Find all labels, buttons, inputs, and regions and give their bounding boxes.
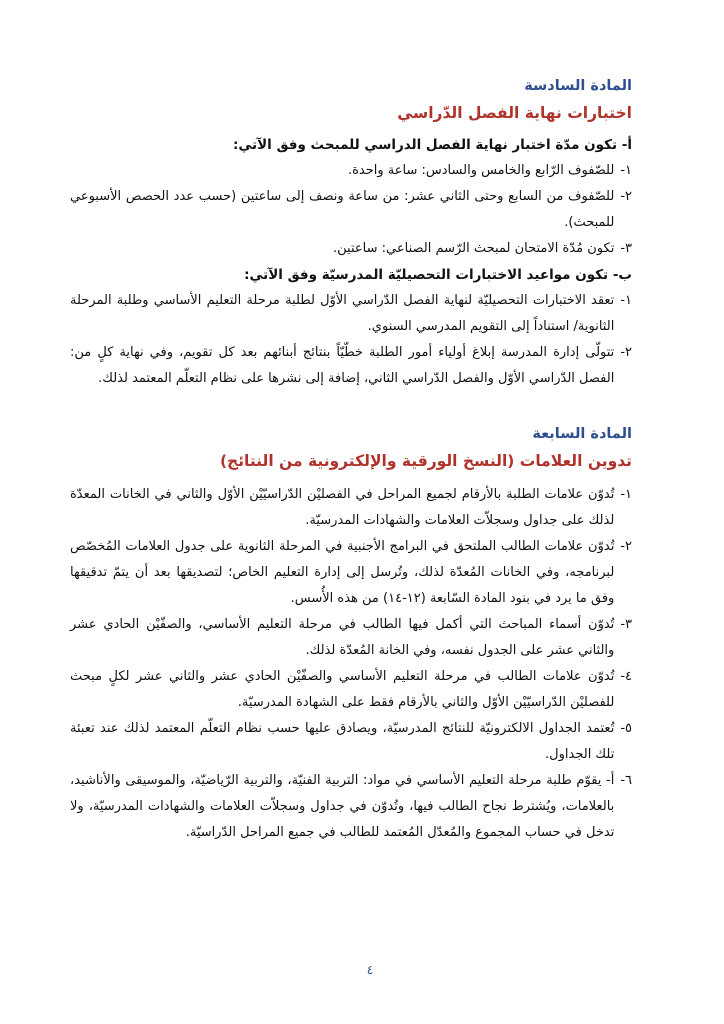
article-6-title: اختبارات نهاية الفصل الدّراسي xyxy=(397,104,632,122)
list-item xyxy=(70,768,632,846)
item-text: تعقد الاختبارات التحصيليّة لنهاية الفصل الدّراسي الأوّل لطلبة مرحلة التعليم الأساسي وطلبة المرحلة الثانوية/ استناداً إلى التقويم المدرسي السنوي. xyxy=(70,293,615,334)
item-text: تُدوّن علامات الطالب في مرحلة التعليم الأساسي والصفّيْن الحادي عشر والثاني عشر لكلٍ مبحث للفصليْن الدّراسيّيْن الأوّل والثاني بالأرقام فقط على الشهادة المدرسيّة. xyxy=(70,669,615,710)
section-b-heading: ب- تكون مواعيد الاختبارات التحصيليّة المدرسيّة وفق الآتي: xyxy=(244,267,632,283)
item-number: ٢- xyxy=(620,539,632,554)
list-item xyxy=(70,184,632,236)
list-item xyxy=(70,340,632,392)
document-page xyxy=(70,78,632,846)
item-number: ٢- xyxy=(620,189,632,204)
item-text: تُدوّن أسماء المباحث التي أكمل فيها الطالب في مرحلة التعليم الأساسي، والصفّيْن الحادي عشر والثاني عشر على الجدول نفسه، وفي الخانة المُعدّة لذلك. xyxy=(70,617,615,658)
item-text: تُدوّن علامات الطلبة بالأرقام لجميع المراحل في الفصليْن الدّراسيّيْن الأوّل والثاني في الخانات المعدّة لذلك على جداول وسجلاّت العلامات والشهادات المدرسيّة. xyxy=(70,487,615,528)
article-7-title: تدوين العلامات (النسخ الورقية والإلكترونية من النتائج) xyxy=(219,452,632,470)
item-text: تكون مُدّة الامتحان لمبحث الرّسم الصناعي: ساعتين. xyxy=(333,241,615,256)
list-item xyxy=(70,158,632,184)
item-number: ١- xyxy=(620,487,632,502)
item-text: تُدوّن علامات الطالب الملتحق في البرامج الأجنبية في المرحلة الثانوية على جدول العلامات المُخصّص لبرنامجه، وفي الخانات المُعدّة لذلك، وتُرسل إلى إدارة التعليم الخاص؛ لتصديقها بعد أن يتمّ تدقيقها وفق ما يرد في بنود المادة السّابعة (١٢-١٤) من هذه الأُسس. xyxy=(70,539,615,606)
item-text: تُعتمد الجداول الالكترونيّة للنتائج المدرسيّة، ويصادق عليها حسب نظام التعلّم المعتمد لذلك عند تعبئة تلك الجداول. xyxy=(70,721,615,762)
page-number: ٤ xyxy=(366,963,374,977)
list-item xyxy=(70,236,632,262)
list-item xyxy=(70,482,632,534)
section-spacer xyxy=(70,392,632,426)
item-number: ٢- xyxy=(620,345,632,360)
list-item xyxy=(70,664,632,716)
article-7-heading: المادة السابعة xyxy=(532,426,632,442)
item-text: تتولّى إدارة المدرسة إبلاغ أولياء أمور الطلبة خطّيّاً بنتائج أبنائهم بعد كل تقويم، وفي نهاية كلٍ من: الفصل الدّراسي الأوّل والفصل الدّراسي الثاني، إضافة إلى نشرها على نظام التعلّم المعتمد لذلك. xyxy=(70,345,615,386)
item-number: ٣- xyxy=(620,617,632,632)
item-number: ١- xyxy=(620,293,632,308)
section-a-heading: أ- تكون مدّة اختبار نهاية الفصل الدراسي للمبحث وفق الآتي: xyxy=(232,137,632,153)
item-text: للصّفوف الرّابع والخامس والسادس: ساعة واحدة. xyxy=(347,163,615,178)
item-number: ١- xyxy=(620,163,632,178)
item-number: ٣- xyxy=(620,241,632,256)
item-number: ٥- xyxy=(620,721,632,736)
list-item xyxy=(70,288,632,340)
item-number: ٦- xyxy=(620,773,632,788)
item-number: ٤- xyxy=(620,669,632,684)
item-text: أ- يقوّم طلبة مرحلة التعليم الأساسي في مواد: التربية الفنيّة، والتربية الرّياضيّة، والموسيقى والأناشيد، بالعلامات، ويُشترط نجاح الطالب فيها، وتُدوّن في جداول وسجلاّت العلامات والشهادات المدرسيّة، ولا تدخل في حساب المجموع والمُعدّل المُعتمد للطالب في جميع المراحل الدّراسيّة. xyxy=(70,773,615,840)
item-text: للصّفوف من السابع وحتى الثاني عشر: من ساعة ونصف إلى ساعتين (حسب عدد الحصص الأسبوعي للمبحث). xyxy=(70,189,615,230)
list-item xyxy=(70,716,632,768)
list-item xyxy=(70,534,632,612)
article-6-heading: المادة السادسة xyxy=(524,78,632,94)
list-item xyxy=(70,612,632,664)
